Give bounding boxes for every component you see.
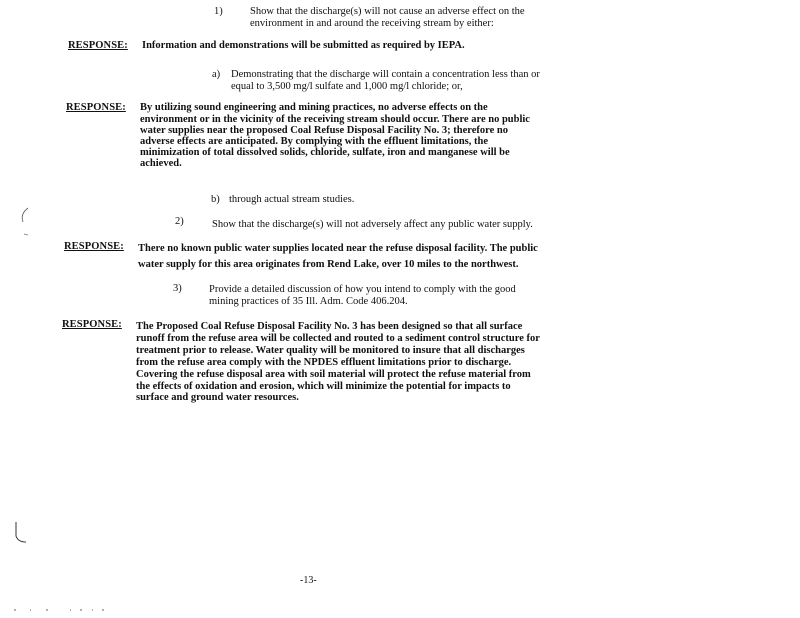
item-2-text-line: Show that the discharge(s) will not adversely affect any public water supply.: [212, 219, 533, 230]
item-3-text-line: mining practices of 35 Ill. Adm. Code 406.204.: [209, 296, 408, 307]
response-label: RESPONSE:: [62, 319, 122, 330]
response-text-line: minimization of total dissolved solids, chloride, sulfate, iron and manganese will be: [140, 147, 510, 158]
item-b-letter: b): [211, 194, 220, 205]
scan-mark: [14, 204, 34, 238]
item-2-number: 2): [175, 216, 184, 227]
scan-mark: [10, 520, 34, 546]
item-3-number: 3): [173, 283, 182, 294]
response-text-line: Covering the refuse disposal area with soil material will protect the refuse material from: [136, 369, 531, 380]
response-text-line: There no known public water supplies located near the refuse disposal facility. The public: [138, 243, 538, 254]
response-text-line: surface and ground water resources.: [136, 392, 299, 403]
response-label: RESPONSE:: [68, 40, 128, 51]
response-text-line: adverse effects are anticipated. By complying with the effluent limitations, the: [140, 136, 489, 147]
item-1-text-line: environment in and around the receiving stream by either:: [250, 18, 494, 29]
item-3-text-line: Provide a detailed discussion of how you intend to comply with the good: [209, 284, 516, 295]
response-text-line: treatment prior to release. Water quality will be monitored to insure that all discharges: [136, 345, 525, 356]
item-b-text-line: through actual stream studies.: [229, 194, 355, 205]
item-a-text-line: equal to 3,500 mg/l sulfate and 1,000 mg/l chloride; or,: [231, 81, 463, 92]
item-a-letter: a): [212, 69, 221, 80]
scan-dots: [10, 604, 120, 614]
response-text-line: from the refuse area comply with the NPDES effluent limitations prior to discharge.: [136, 357, 512, 368]
response-text-line: The Proposed Coal Refuse Disposal Facility No. 3 has been designed so that all surface: [136, 321, 523, 332]
response-text-line: the effects of oxidation and erosion, which will minimize the potential for impacts to: [136, 381, 511, 392]
response-label: RESPONSE:: [66, 102, 126, 113]
response-text-line: water supply for this area originates from Rend Lake, over 10 miles to the northwest.: [138, 259, 519, 270]
item-1-number: 1): [214, 6, 223, 17]
response-text-line: By utilizing sound engineering and mining practices, no adverse effects on the: [140, 102, 488, 113]
page-number: -13-: [300, 575, 317, 586]
response-text-line: Information and demonstrations will be submitted as required by IEPA.: [142, 40, 465, 51]
response-label: RESPONSE:: [64, 241, 124, 252]
response-text-line: water supplies near the proposed Coal Refuse Disposal Facility No. 3; therefore no: [140, 125, 508, 136]
response-text-line: achieved.: [140, 158, 182, 169]
response-text-line: runoff from the refuse area will be collected and routed to a sediment control structure for: [136, 333, 540, 344]
item-1-text-line: Show that the discharge(s) will not cause an adverse effect on the: [250, 6, 525, 17]
item-a-text-line: Demonstrating that the discharge will contain a concentration less than or: [231, 69, 540, 80]
response-text-line: environment or in the vicinity of the receiving stream should occur. There are no public: [140, 114, 530, 125]
